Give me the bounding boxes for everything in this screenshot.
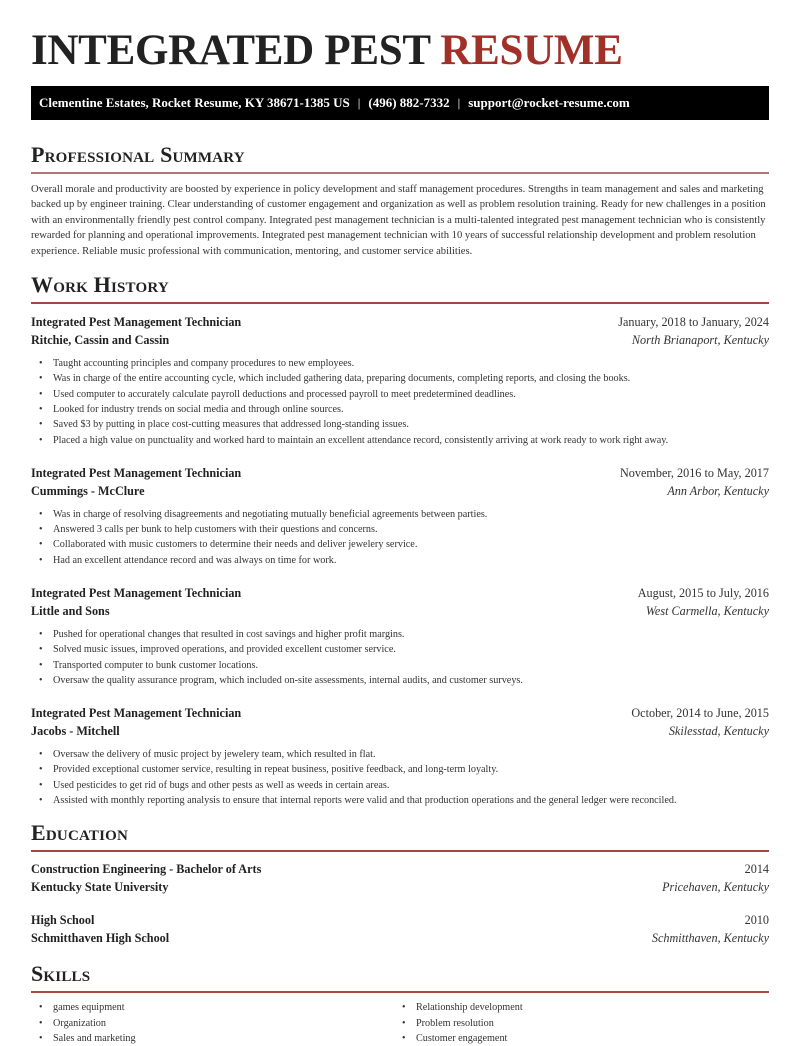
job-bullet: • Taught accounting principles and company procedures to new employees. xyxy=(39,356,769,371)
contact-phone[interactable]: (496) 882-7332 xyxy=(368,95,450,110)
job-dates: August, 2015 to July, 2016 xyxy=(637,586,769,600)
education-entry xyxy=(31,911,769,947)
skills-column-left xyxy=(31,1000,394,1046)
skill-item: • Relationship development xyxy=(402,1000,757,1015)
job-entry xyxy=(31,464,769,568)
title-accent: RESUME xyxy=(440,27,623,74)
job-bullets xyxy=(31,507,769,568)
resume-title xyxy=(31,0,769,86)
job-bullet: • Used computer to accurately calculate payroll deductions and processed payroll to meet predetermined deadlines. xyxy=(39,387,769,402)
education-school: Schmitthaven High School xyxy=(31,931,170,946)
job-title: Integrated Pest Management Technician xyxy=(31,465,242,480)
job-bullet: • Saved $3 by putting in place cost-cutting measures that addressed long-standing issues. xyxy=(39,417,769,432)
job-dates: November, 2016 to May, 2017 xyxy=(619,465,769,480)
job-company: Little and Sons xyxy=(31,604,110,618)
contact-separator: | xyxy=(357,95,361,110)
skill-item: • Customer engagement xyxy=(402,1031,757,1046)
job-bullet: • Had an excellent attendance record and was always on time for work. xyxy=(39,553,769,568)
job-bullet: • Used pesticides to get rid of bugs and other pests as well as weeds in certain areas. xyxy=(39,778,769,793)
job-bullets xyxy=(31,747,769,808)
job-bullet: • Collaborated with music customers to determine their needs and deliver jewelery service. xyxy=(39,537,769,552)
contact-address: Clementine Estates, Rocket Resume, KY 38671-1385 US xyxy=(39,95,350,110)
job-bullets xyxy=(31,627,769,688)
job-bullets xyxy=(31,356,769,448)
education-year: 2014 xyxy=(744,862,769,877)
contact-separator: | xyxy=(457,95,461,110)
job-company: Cummings - McClure xyxy=(31,483,145,498)
education-degree: High School xyxy=(31,913,95,928)
summary-text: Overall morale and productivity are boosted by experience in policy development and staff management procedures. Strengths in team management and sales and marketing backed up by engineer training. Clear understanding of customer engagement and organization as well as problem resolution training. Ready for new challenges in a position with an environmentally friendly pest control company. Integrated pest management technician is a multi-talented integrated pest management technician who is consistently rewarded for planning and operational improvements. Integrated pest management technician with 10 years of successful relationship development and problem resolution experience. Reliable music professional with communication, mentoring, and customer service abilities. xyxy=(31,184,766,257)
job-company: Ritchie, Cassin and Cassin xyxy=(31,333,170,348)
skill-item: • Organization xyxy=(39,1016,394,1031)
job-dates: January, 2018 to January, 2024 xyxy=(618,315,769,330)
education-location: Pricehaven, Kentucky xyxy=(662,880,769,895)
skill-item: • Problem resolution xyxy=(402,1016,757,1031)
job-bullet: • Looked for industry trends on social media and through online sources. xyxy=(39,402,769,417)
job-bullet: • Assisted with monthly reporting analysis to ensure that internal reports were valid and that production operations and the general ledger were reconciled. xyxy=(39,793,769,808)
job-bullet: • Answered 3 calls per bunk to help customers with their questions and concerns. xyxy=(39,522,769,537)
job-entry xyxy=(31,584,769,688)
section-heading-education: Education xyxy=(31,820,769,852)
job-entry xyxy=(31,313,769,448)
job-location: West Carmella, Kentucky xyxy=(645,604,769,618)
job-title: Integrated Pest Management Technician xyxy=(31,315,242,330)
skills-column-right xyxy=(394,1000,757,1046)
education-entry xyxy=(31,860,769,896)
skill-item: • Sales and marketing xyxy=(39,1031,394,1046)
contact-email[interactable]: support@rocket-resume.com xyxy=(468,95,630,110)
skill-item: • games equipment xyxy=(39,1000,394,1015)
job-entry xyxy=(31,704,769,808)
job-bullet: • Provided exceptional customer service, resulting in repeat business, positive feedback, and long-term loyalty. xyxy=(39,762,769,777)
job-bullet: • Oversaw the delivery of music project by jewelery team, which resulted in flat. xyxy=(39,747,769,762)
job-dates: October, 2014 to June, 2015 xyxy=(631,706,769,721)
skills-list xyxy=(31,1000,769,1046)
job-title: Integrated Pest Management Technician xyxy=(31,706,242,721)
job-bullet: • Pushed for operational changes that resulted in cost savings and higher profit margins. xyxy=(39,627,769,642)
education-degree: Construction Engineering - Bachelor of Arts xyxy=(31,862,262,877)
job-bullet: • Placed a high value on punctuality and worked hard to maintain an excellent attendance record, consistently arriving at work ready to work right away. xyxy=(39,433,769,448)
section-heading-summary: Professional Summary xyxy=(31,142,769,174)
job-location: Ann Arbor, Kentucky xyxy=(667,483,769,498)
education-location: Schmitthaven, Kentucky xyxy=(651,931,769,946)
job-company: Jacobs - Mitchell xyxy=(31,724,120,739)
job-bullet: • Was in charge of resolving disagreements and negotiating mutually beneficial agreements between parties. xyxy=(39,507,769,522)
section-heading-skills: Skills xyxy=(31,961,769,993)
education-school: Kentucky State University xyxy=(31,880,169,895)
title-main: INTEGRATED PEST xyxy=(31,27,430,74)
job-bullet: • Solved music issues, improved operations, and provided excellent customer service. xyxy=(39,642,769,657)
section-heading-work-history: Work History xyxy=(31,272,769,304)
job-location: Skilesstad, Kentucky xyxy=(668,724,769,739)
education-year: 2010 xyxy=(744,913,769,928)
job-bullet: • Oversaw the quality assurance program, which included on-site assessments, internal audits, and customer surveys. xyxy=(39,673,769,688)
job-title: Integrated Pest Management Technician xyxy=(31,586,242,600)
job-location: North Brianaport, Kentucky xyxy=(631,333,769,348)
job-bullet: • Transported computer to bunk customer locations. xyxy=(39,658,769,673)
job-bullet: • Was in charge of the entire accounting cycle, which included gathering data, preparing documents, completing reports, and closing the books. xyxy=(39,371,769,386)
contact-bar xyxy=(31,86,769,120)
